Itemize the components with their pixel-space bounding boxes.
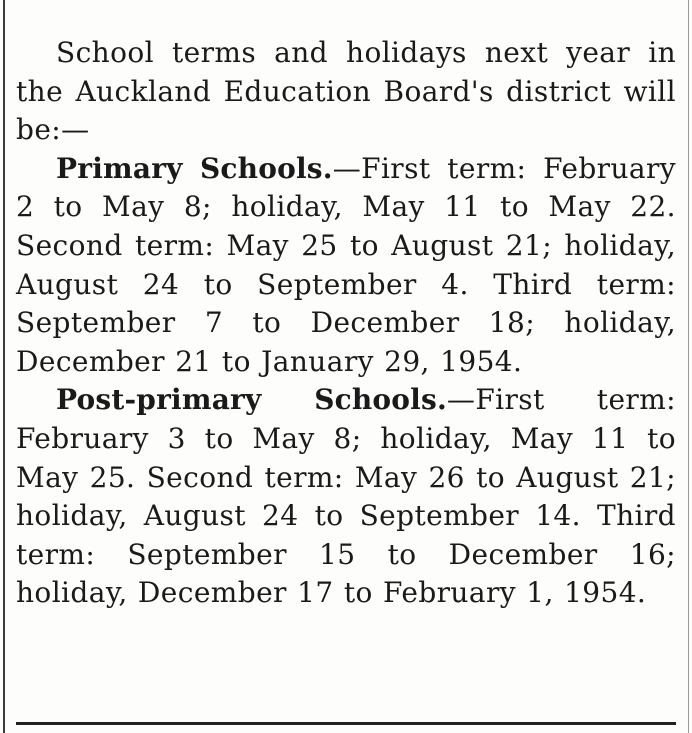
intro-text: School terms and holidays next year in the Auckland Education Board's district will be:— bbox=[16, 36, 676, 147]
post-primary-schools-heading: Post-primary Schools. bbox=[56, 383, 447, 417]
primary-schools-paragraph bbox=[16, 150, 676, 382]
column-rule-right bbox=[688, 0, 689, 733]
column-rule-left bbox=[3, 0, 5, 733]
post-primary-schools-text: —First term: February 3 to May 8; holiday, May 11 to May 25. Second term: May 26 to August 21; holiday, August 24 to September 14. Third term: September 15 to December 16; holiday, December 17 to February 1, 1954. bbox=[16, 383, 676, 610]
post-primary-schools-paragraph bbox=[16, 381, 676, 613]
intro-paragraph bbox=[16, 34, 676, 150]
primary-schools-heading: Primary Schools. bbox=[56, 151, 333, 185]
bottom-divider bbox=[16, 722, 676, 725]
article-body bbox=[16, 34, 676, 613]
primary-schools-text: —First term: February 2 to May 8; holiday, May 11 to May 22. Second term: May 25 to August 21; holiday, August 24 to September 4. Third term: September 7 to December 18; holiday, December 21 to January 29, 1954. bbox=[16, 151, 676, 378]
